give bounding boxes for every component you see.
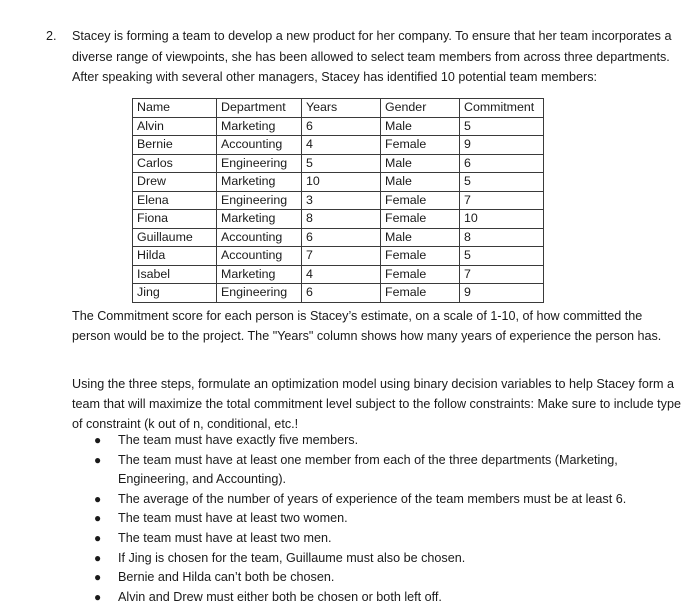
instructions-paragraph: Using the three steps, formulate an optimization model using binary decision variables to help Stacey form a team that will maximize the total commitment level subject to the follow constraints: Make sure to include type of constraint (k out of n, conditional, etc.! [72,377,681,431]
cell-years: 5 [302,154,381,173]
bullet-icon: ● [94,452,102,467]
list-item [72,490,672,510]
cell-years: 6 [302,117,381,136]
header-years: Years [302,99,381,118]
bullet-icon: ● [94,550,102,565]
bullet-icon: ● [94,491,102,506]
cell-department: Marketing [217,173,302,192]
cell-name: Carlos [133,154,217,173]
cell-gender: Female [381,210,460,229]
cell-name: Alvin [133,117,217,136]
cell-commitment: 8 [460,228,544,247]
bullet-icon: ● [94,589,102,604]
cell-years: 7 [302,247,381,266]
cell-name: Fiona [133,210,217,229]
table-row [133,284,544,303]
header-department: Department [217,99,302,118]
problem-intro: Stacey is forming a team to develop a new product for her company. To ensure that her team incorporates a diverse range of viewpoints, she has been allowed to select team members from across three departments. After speaking with several other managers, Stacey has identified 10 potential team members: [72,29,672,84]
cell-department: Engineering [217,191,302,210]
cell-gender: Male [381,228,460,247]
cell-commitment: 6 [460,154,544,173]
cell-gender: Male [381,154,460,173]
list-item [72,529,672,549]
cell-name: Elena [133,191,217,210]
cell-name: Guillaume [133,228,217,247]
cell-commitment: 7 [460,265,544,284]
cell-department: Accounting [217,247,302,266]
cell-years: 6 [302,228,381,247]
cell-gender: Female [381,191,460,210]
commitment-explanation: The Commitment score for each person is Stacey’s estimate, on a scale of 1-10, of how committed the person would be to the project. The "Years" column shows how many years of experience the person has. [72,309,662,343]
table-row [133,247,544,266]
constraint-text: Bernie and Hilda can’t both be chosen. [118,570,335,585]
table-row [133,228,544,247]
cell-years: 4 [302,136,381,155]
cell-years: 6 [302,284,381,303]
cell-department: Marketing [217,210,302,229]
cell-department: Engineering [217,154,302,173]
constraint-text: The team must have at least two women. [118,511,348,526]
cell-name: Isabel [133,265,217,284]
cell-name: Drew [133,173,217,192]
bullet-icon: ● [94,530,102,545]
header-name: Name [133,99,217,118]
constraint-text: The team must have exactly five members. [118,433,359,447]
constraint-text: Alvin and Drew must either both be chosen or both left off. [118,589,442,604]
cell-gender: Female [381,265,460,284]
cell-years: 3 [302,191,381,210]
cell-commitment: 5 [460,117,544,136]
constraints-list [72,431,672,607]
cell-years: 8 [302,210,381,229]
constraint-text: The team must have at least one member from each of the three departments (Marketing, Engineering, and Accounting). [118,452,618,487]
constraint-text: If Jing is chosen for the team, Guillaume must also be chosen. [118,550,466,565]
cell-gender: Male [381,173,460,192]
list-item [72,509,672,529]
list-item [72,431,672,451]
cell-department: Accounting [217,228,302,247]
cell-commitment: 9 [460,284,544,303]
table-row [133,154,544,173]
cell-department: Marketing [217,117,302,136]
team-members-table [132,98,544,303]
cell-department: Engineering [217,284,302,303]
list-item [72,588,672,608]
table-row [133,136,544,155]
cell-gender: Female [381,247,460,266]
cell-commitment: 7 [460,191,544,210]
table-row [133,191,544,210]
cell-name: Bernie [133,136,217,155]
cell-gender: Female [381,284,460,303]
header-commitment: Commitment [460,99,544,118]
table-header-row [133,99,544,118]
table-row [133,117,544,136]
bullet-icon: ● [94,433,102,447]
cell-years: 4 [302,265,381,284]
cell-commitment: 9 [460,136,544,155]
cell-commitment: 5 [460,173,544,192]
table-row [133,210,544,229]
header-gender: Gender [381,99,460,118]
list-item [72,451,672,490]
table-row [133,265,544,284]
cell-commitment: 10 [460,210,544,229]
problem-number: 2. [46,29,57,43]
cell-department: Accounting [217,136,302,155]
cell-gender: Female [381,136,460,155]
list-item [72,568,672,588]
cell-name: Hilda [133,247,217,266]
table-row [133,173,544,192]
cell-commitment: 5 [460,247,544,266]
cell-department: Marketing [217,265,302,284]
cell-years: 10 [302,173,381,192]
cell-gender: Male [381,117,460,136]
constraint-text: The team must have at least two men. [118,530,332,545]
list-item [72,549,672,569]
cell-name: Jing [133,284,217,303]
bullet-icon: ● [94,570,102,585]
constraint-text: The average of the number of years of experience of the team members must be at least 6. [118,491,627,506]
bullet-icon: ● [94,511,102,526]
